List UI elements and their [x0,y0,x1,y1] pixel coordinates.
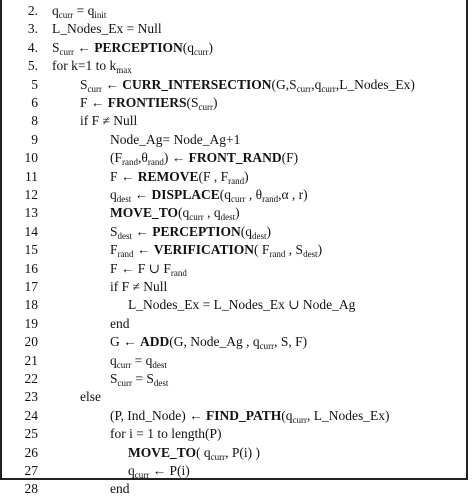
subscript: curr [59,46,75,57]
subscript: dest [117,230,133,241]
function-name: MOVE_TO [110,205,179,221]
statement-text: (q [281,407,293,423]
statement-text: (P, Ind_Node) ← [110,407,206,423]
subscript: max [116,65,132,76]
statement-text: (G, Node_Ag , q [169,334,260,350]
subscript: dest [252,230,267,241]
statement-text: , L_Nodes_Ex) [307,407,390,423]
line-number: 14 [24,223,38,239]
function-name: VERIFICATION [153,242,255,258]
function-name: FRONT_RAND [188,150,282,166]
statement-text: F ← [80,95,108,110]
subscript: rand [262,194,279,204]
subscript: curr [198,102,214,112]
subscript: curr [210,451,226,462]
function-name: PERCEPTION [94,39,183,55]
line-statement [52,39,213,56]
line-number: 26 [24,444,38,460]
subscript: curr [292,414,307,425]
line-number: 22 [24,371,38,386]
statement-text: end [110,481,130,497]
line-number: 24 [24,407,38,423]
function-name: ADD [140,334,170,350]
line-statement [110,186,308,203]
statement-text: , q [203,205,221,221]
line-statement [80,76,415,93]
subscript: curr [117,378,133,388]
statement-text: (F) [281,150,299,166]
statement-text: (q [178,205,190,221]
subscript: dest [303,249,318,260]
function-name: FRONTIERS [107,95,187,110]
subscript: rand [122,157,139,168]
line-statement [110,333,307,350]
function-name: CURR_INTERSECTION [122,76,272,92]
line-number: 18 [24,297,38,313]
line-number: 17 [24,279,38,294]
line-number: 2. [27,3,38,18]
statement-text: ) [213,95,218,110]
line-number: 4. [27,39,38,55]
line-number: 21 [24,352,38,368]
subscript: dest [220,212,236,223]
statement-text: F ← F ∪ F [110,260,171,276]
line-number: 13 [24,205,38,221]
line-statement [110,149,298,166]
statement-text: q [110,352,117,368]
statement-text: ← P(i) [149,463,190,478]
statement-text: , θ [245,187,263,202]
subscript: curr [296,83,312,94]
line-statement [52,2,106,19]
line-number: 27 [24,463,38,478]
statement-text: S [52,39,60,55]
function-name: DISPLACE [151,187,220,202]
statement-text: ( q [196,444,211,460]
line-number: 25 [24,426,38,442]
statement-text: q [52,3,59,18]
statement-text: if F ≠ Null [80,113,138,129]
line-statement [110,315,130,332]
statement-text: = S [132,371,154,386]
line-statement [110,407,389,424]
line-statement [110,241,322,258]
statement-text: Node_Ag= Node_Ag+1 [110,131,241,147]
statement-text: (q [219,187,232,202]
subscript: rand [269,249,286,260]
statement-text: S [110,371,118,386]
line-statement [110,260,187,277]
subscript: curr [58,10,74,20]
statement-text: , P(i) ) [225,444,261,460]
line-number: 20 [24,334,38,350]
subscript: rand [170,267,187,278]
line-statement [110,352,167,369]
line-number: 11 [25,168,38,184]
subscript: rand [228,175,245,186]
line-number: 5 [31,76,38,92]
line-number: 9 [31,131,38,147]
line-number: 28 [24,481,38,497]
statement-text: = q [131,352,153,368]
statement-text: ← [74,39,95,55]
line-number: 12 [24,187,38,202]
line-statement [110,480,130,497]
statement-text: (G,S [271,76,297,92]
statement-text: for i = 1 to length(P) [110,426,222,442]
statement-text: ← [102,76,123,92]
subscript: curr [189,212,204,223]
statement-text: (F , F [198,168,229,184]
statement-text: L_Nodes_Ex = Null [52,21,162,37]
statement-text: F [110,242,118,258]
statement-text: G ← [110,334,140,350]
subscript: curr [87,83,103,94]
line-statement [80,94,218,111]
subscript: curr [134,470,150,480]
line-statement [128,462,190,479]
subscript: rand [147,157,164,168]
statement-text: L_Nodes_Ex = L_Nodes_Ex ∪ Node_Ag [128,297,356,313]
line-statement [52,20,162,37]
statement-text: , S [285,242,304,258]
line-number: 19 [24,315,38,331]
subscript: curr [259,341,275,352]
statement-text: ( F [254,242,270,258]
statement-text: q [110,187,117,202]
statement-text: ) [266,223,272,239]
statement-text: ) [244,168,249,184]
function-name: PERCEPTION [152,223,241,239]
line-number: 5. [27,58,38,74]
line-number: 10 [24,150,38,166]
line-statement [52,57,132,74]
subscript: dest [152,359,167,370]
line-statement [128,296,355,313]
statement-text: ,q [311,76,322,92]
line-statement [110,278,167,295]
statement-text: (q [182,39,195,55]
statement-text: else [80,389,101,405]
line-statement [110,168,249,185]
line-statement [110,204,240,221]
statement-text: ) ← [163,150,189,166]
statement-text: ,L_Nodes_Ex) [335,76,415,92]
statement-text: ← [132,223,153,239]
subscript: dest [116,194,132,204]
statement-text: ) [208,39,214,55]
statement-text: (q [240,223,253,239]
statement-text: S [80,76,88,92]
subscript: dest [153,378,169,388]
statement-text: ,α , r) [278,187,308,202]
subscript: curr [194,46,209,57]
subscript: init [94,10,107,20]
line-statement [80,388,101,405]
statement-text: S [110,223,118,239]
subscript: curr [116,359,132,370]
statement-text: ) [317,242,323,258]
statement-text: F ← [110,168,138,184]
statement-text: (S [186,95,199,110]
subscript: rand [117,249,134,260]
statement-text: q [128,463,135,478]
statement-text: for k=1 to k [52,58,117,74]
line-number: 3. [27,21,38,37]
function-name: FIND_PATH [206,407,282,423]
function-name: MOVE_TO [128,444,197,460]
line-statement [128,444,260,461]
line-number: 15 [24,242,38,258]
statement-text: ) [235,205,240,221]
statement-text: , S, F) [274,334,308,350]
statement-text: (F [110,150,123,166]
line-statement [80,112,137,129]
line-number: 16 [24,260,38,276]
line-statement [110,425,221,442]
statement-text: ← [131,187,152,202]
subscript: curr [231,194,246,204]
statement-text: ← [133,242,154,258]
statement-text: = q [73,3,95,18]
line-statement [110,370,168,387]
line-statement [110,131,240,148]
statement-text: end [110,315,130,331]
line-number: 23 [24,389,38,405]
line-number: 6 [31,95,38,110]
line-number: 8 [31,113,38,129]
line-statement [110,223,271,240]
statement-text: if F ≠ Null [110,279,168,294]
statement-text: ,θ [138,150,148,166]
function-name: REMOVE [137,168,199,184]
subscript: curr [321,83,336,94]
